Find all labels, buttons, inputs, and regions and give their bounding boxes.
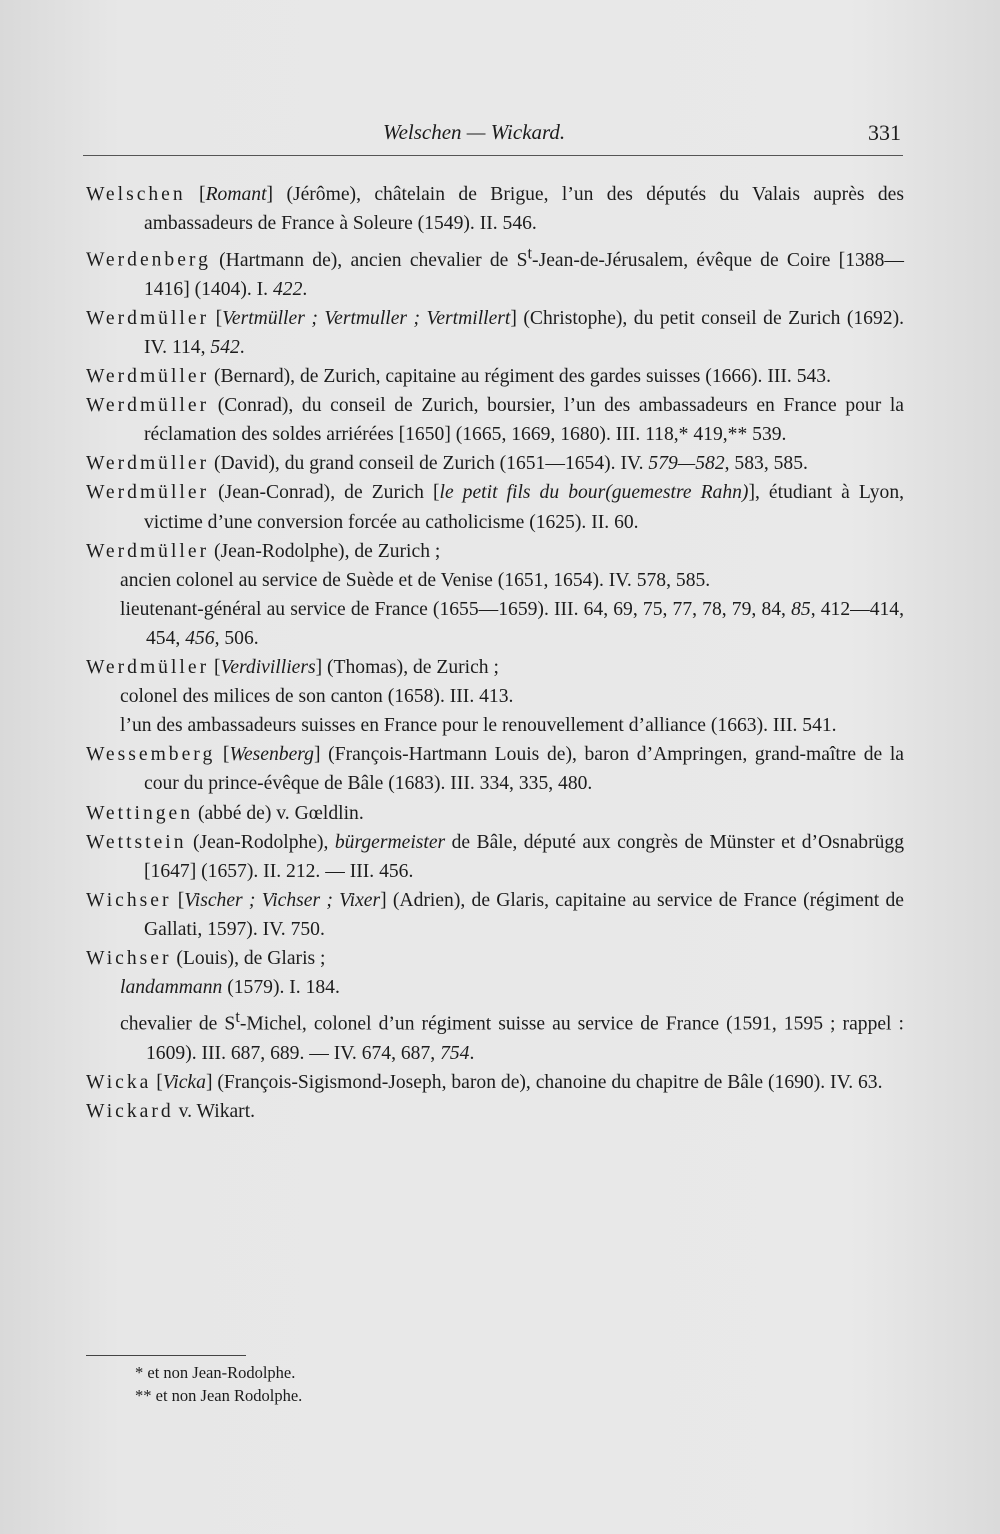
- entry-name: Wicka: [86, 1071, 152, 1093]
- index-entry: [86, 478, 904, 536]
- entry-text: [Vicka] (François-Sigismond-Joseph, baron de), chanoine du chapitre de Bâle (1690). IV. 63.: [151, 1071, 883, 1093]
- entry-subitem: l’un des ambassadeurs suisses en France pour le renouvellement d’alliance (1663). III. 541.: [120, 715, 837, 737]
- entry-name: Werdmüller: [86, 482, 210, 504]
- footnote: ** et non Jean Rodolphe.: [135, 1386, 303, 1405]
- header-rule: [83, 155, 903, 156]
- index-entry: [86, 238, 904, 304]
- entry-name: Wessemberg: [86, 744, 216, 766]
- entry-subitem: colonel des milices de son canton (1658). III. 413.: [120, 686, 514, 708]
- entry-name: Werdmüller: [86, 657, 210, 679]
- entry-text: (Bernard), de Zurich, capitaine au régiment des gardes suisses (1666). III. 543.: [209, 366, 831, 388]
- entry-text: (Conrad), du conseil de Zurich, boursier, l’un des ambassadeurs en France pour la réclamation des soldes arriérées [1650] (1665, 1669, 1680). III. 118,* 419,** 539.: [144, 395, 904, 446]
- entry-name: Wichser: [86, 947, 172, 969]
- entry-text: (David), du grand conseil de Zurich (1651—1654). IV. 579—582, 583, 585.: [209, 453, 808, 475]
- entry-name: Wettstein: [86, 831, 187, 853]
- entry-name: Werdmüller: [86, 366, 210, 388]
- entry-text: [Vischer ; Vichser ; Vixer] (Adrien), de Glaris, capitaine au service de France (régiment de Gallati, 1597). IV. 750.: [144, 889, 904, 940]
- entry-text: [Romant] (Jérôme), châtelain de Brigue, l’un des députés du Valais auprès des ambassadeurs de France à Soleure (1549). II. 546.: [144, 184, 904, 235]
- entry-text: [Wesenberg] (François-Hartmann Louis de), baron d’Ampringen, grand-maître de la cour du prince-évêque de Bâle (1683). III. 334, 335, 480.: [144, 744, 904, 795]
- entry-text: (Jean-Conrad), de Zurich [le petit fils du bour(guemestre Rahn)], étudiant à Lyon, victime d’une conversion forcée au catholicisme (1625). II. 60.: [144, 482, 905, 533]
- entry-name: Welschen: [86, 184, 186, 205]
- page-number: 331: [868, 120, 901, 145]
- entry-subitem: ancien colonel au service de Suède et de Venise (1651, 1654). IV. 578, 585.: [120, 569, 711, 591]
- index-entry: [86, 799, 904, 828]
- entry-name: Werdenberg: [86, 249, 211, 271]
- entry-name: Werdmüller: [86, 307, 210, 329]
- entry-name: Werdmüller: [86, 540, 210, 562]
- index-entries: [86, 180, 904, 1126]
- entry-text: v. Wikart.: [173, 1100, 256, 1122]
- entry-name: Werdmüller: [86, 453, 210, 475]
- header-title: Welschen — Wickard.: [383, 120, 566, 144]
- index-entry: [86, 449, 904, 478]
- index-entry: [86, 537, 904, 566]
- running-header: [83, 120, 903, 152]
- entry-name: Werdmüller: [86, 395, 210, 417]
- footnote-rule: [86, 1355, 246, 1356]
- footnotes: [135, 1361, 535, 1407]
- index-entry: [86, 944, 904, 973]
- index-entry: [86, 1068, 904, 1097]
- index-entry: [86, 362, 904, 391]
- index-entry: [86, 1097, 904, 1126]
- index-entry: [86, 304, 904, 362]
- index-entry: [86, 391, 904, 449]
- entry-name: Wickard: [86, 1100, 174, 1122]
- entry-text: (Jean-Rodolphe), bürgermeister de Bâle, député aux congrès de Münster et d’Osnabrügg [1647] (1657). II. 212. — III. 456.: [144, 831, 904, 882]
- index-entry: [86, 828, 904, 886]
- entry-subitem: landammann (1579). I. 184.: [120, 977, 340, 999]
- entry-name: Wichser: [86, 889, 172, 911]
- entry-subitem: chevalier de $S^t$-Michel, colonel d’un régiment suisse au service de France (1591, 1595 ; rappel : 1609). III. 687, 689. — IV. 674, 687, 754.: [120, 1007, 905, 1064]
- index-entry: [86, 740, 904, 798]
- index-entry: [86, 180, 904, 238]
- index-entry: [86, 886, 904, 944]
- entry-name: Wettingen: [86, 802, 194, 824]
- entry-subitem: lieutenant-général au service de France (1655—1659). III. 64, 69, 75, 77, 78, 79, 84, 85, 412—414, 454, 456, 506.: [120, 598, 905, 649]
- entry-text: (Hartmann de), ancien chevalier de $S^t-Jean-de$-Jérusalem, évêque de Coire [1388—1416] (1404). I. 422.: [144, 243, 904, 300]
- entry-text: (Jean-Rodolphe), de Zurich ;: [209, 540, 441, 562]
- entry-text: (Louis), de Glaris ;: [171, 947, 326, 969]
- index-entry: [86, 653, 904, 682]
- footnote: * et non Jean-Rodolphe.: [135, 1363, 296, 1382]
- entry-text: (abbé de) v. Gœldlin.: [193, 802, 364, 824]
- entry-text: [Verdivilliers] (Thomas), de Zurich ;: [209, 657, 499, 679]
- entry-text: [Vertmüller ; Vertmuller ; Vertmillert] (Christophe), du petit conseil de Zurich (1692). IV. 114, 542.: [144, 307, 904, 358]
